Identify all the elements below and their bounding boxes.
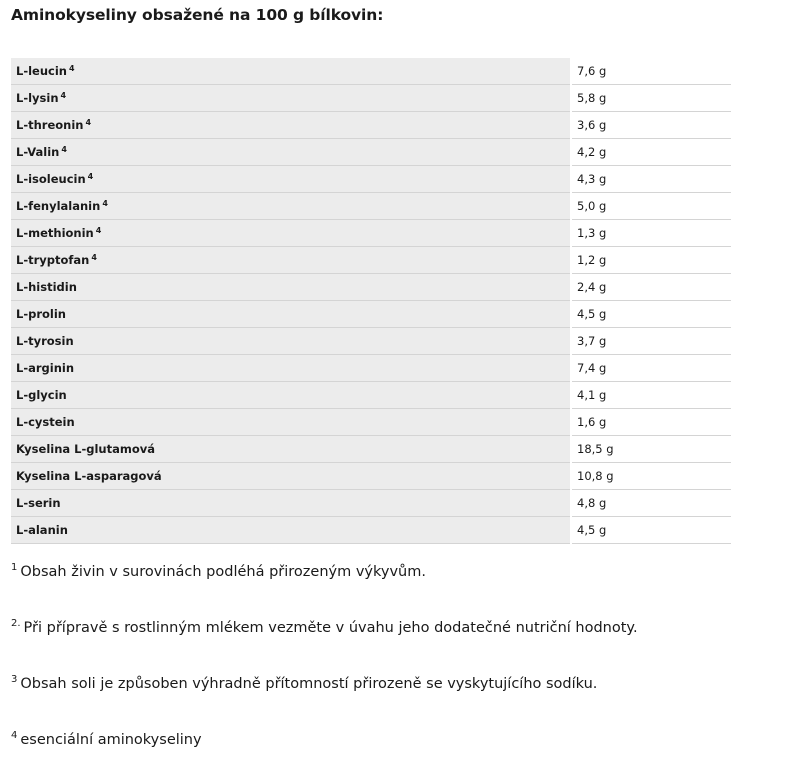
amino-acid-name: L-methionin bbox=[16, 226, 94, 240]
footnote-text: Při přípravě s rostlinným mlékem vezměte v úvahu jeho dodatečné nutriční hodnoty. bbox=[23, 620, 638, 636]
table-row bbox=[11, 409, 731, 436]
footnote-number: 1 bbox=[11, 562, 18, 573]
amino-acid-amount: 1,2 g bbox=[571, 247, 731, 274]
amino-acid-name-cell bbox=[11, 220, 571, 247]
footnote bbox=[11, 728, 638, 784]
amino-acid-amount: 3,6 g bbox=[571, 112, 731, 139]
amino-acid-table bbox=[11, 58, 731, 544]
amino-acid-name: L-lysin bbox=[16, 91, 59, 105]
amino-acid-name: L-arginin bbox=[16, 361, 75, 375]
amino-acid-name: L-alanin bbox=[16, 523, 68, 537]
amino-acid-amount: 4,3 g bbox=[571, 166, 731, 193]
amino-acid-amount: 5,0 g bbox=[571, 193, 731, 220]
footnote-marker: 4 bbox=[60, 91, 67, 100]
table-row bbox=[11, 517, 731, 544]
page-heading: Aminokyseliny obsažené na 100 g bílkovin: bbox=[11, 6, 384, 24]
amino-acid-amount: 5,8 g bbox=[571, 85, 731, 112]
footnote-marker: 4 bbox=[102, 199, 108, 208]
footnote-marker: 4 bbox=[95, 226, 102, 235]
amino-acid-name: L-prolin bbox=[16, 307, 66, 321]
table-row bbox=[11, 139, 731, 166]
footnote bbox=[11, 560, 638, 616]
amino-acid-name-cell bbox=[11, 301, 571, 328]
amino-acid-name-cell bbox=[11, 328, 571, 355]
amino-acid-name: L-tyrosin bbox=[16, 334, 74, 348]
table-row bbox=[11, 382, 731, 409]
amino-acid-name: L-fenylalanin bbox=[16, 199, 101, 213]
footnote-marker: 4 bbox=[68, 64, 75, 73]
amino-acid-name-cell bbox=[11, 436, 571, 463]
amino-acid-name: Kyselina L-glutamová bbox=[16, 442, 156, 456]
amino-acid-name-cell bbox=[11, 193, 571, 220]
footnote-text: esenciální aminokyseliny bbox=[20, 732, 202, 748]
table-row bbox=[11, 301, 731, 328]
amino-acid-name-cell bbox=[11, 409, 571, 436]
amino-acid-name-cell bbox=[11, 112, 571, 139]
table-row bbox=[11, 274, 731, 301]
amino-acid-amount: 1,6 g bbox=[571, 409, 731, 436]
amino-acid-name-cell bbox=[11, 58, 571, 85]
amino-acid-name-cell bbox=[11, 274, 571, 301]
amino-acid-name-cell bbox=[11, 382, 571, 409]
table-row bbox=[11, 85, 731, 112]
footnote-text: Obsah živin v surovinách podléhá přirozeným výkyvům. bbox=[20, 564, 426, 580]
table-row bbox=[11, 58, 731, 85]
footnote-text: Obsah soli je způsoben výhradně přítomností přirozeně se vyskytujícího sodíku. bbox=[20, 676, 598, 692]
amino-acid-table-body bbox=[11, 58, 731, 544]
table-row bbox=[11, 463, 731, 490]
table-row bbox=[11, 247, 731, 274]
amino-acid-name-cell bbox=[11, 490, 571, 517]
amino-acid-name: L-serin bbox=[16, 496, 61, 510]
footnote-number: 3 bbox=[11, 674, 18, 685]
amino-acid-name: Kyselina L-asparagová bbox=[16, 469, 162, 483]
amino-acid-name-cell bbox=[11, 166, 571, 193]
amino-acid-name: L-histidin bbox=[16, 280, 77, 294]
footnote-number: 4 bbox=[11, 730, 18, 741]
footnote-marker: 4 bbox=[91, 253, 97, 262]
amino-acid-name-cell bbox=[11, 139, 571, 166]
amino-acid-name: L-isoleucin bbox=[16, 172, 86, 186]
footnote bbox=[11, 672, 638, 728]
table-row bbox=[11, 355, 731, 382]
amino-acid-amount: 4,5 g bbox=[571, 301, 731, 328]
footnote-marker: 4 bbox=[87, 172, 94, 181]
amino-acid-name-cell bbox=[11, 85, 571, 112]
amino-acid-amount: 1,3 g bbox=[571, 220, 731, 247]
table-row bbox=[11, 328, 731, 355]
table-row bbox=[11, 490, 731, 517]
amino-acid-amount: 4,5 g bbox=[571, 517, 731, 544]
amino-acid-name: L-leucin bbox=[16, 64, 67, 78]
amino-acid-name: L-cystein bbox=[16, 415, 75, 429]
amino-acid-name: L-threonin bbox=[16, 118, 84, 132]
table-row bbox=[11, 220, 731, 247]
amino-acid-amount: 10,8 g bbox=[571, 463, 731, 490]
amino-acid-amount: 7,4 g bbox=[571, 355, 731, 382]
amino-acid-name-cell bbox=[11, 463, 571, 490]
amino-acid-amount: 4,2 g bbox=[571, 139, 731, 166]
amino-acid-amount: 3,7 g bbox=[571, 328, 731, 355]
amino-acid-amount: 18,5 g bbox=[571, 436, 731, 463]
amino-acid-amount: 4,1 g bbox=[571, 382, 731, 409]
amino-acid-name: L-glycin bbox=[16, 388, 67, 402]
amino-acid-name-cell bbox=[11, 355, 571, 382]
footnote-marker: 4 bbox=[61, 145, 67, 154]
amino-acid-name: L-Valin bbox=[16, 145, 60, 159]
amino-acid-name-cell bbox=[11, 517, 571, 544]
footnotes bbox=[11, 560, 638, 784]
table-row bbox=[11, 112, 731, 139]
amino-acid-name-cell bbox=[11, 247, 571, 274]
footnote-marker: 4 bbox=[85, 118, 92, 127]
table-row bbox=[11, 166, 731, 193]
table-row bbox=[11, 193, 731, 220]
amino-acid-amount: 7,6 g bbox=[571, 58, 731, 85]
amino-acid-amount: 4,8 g bbox=[571, 490, 731, 517]
footnote-number: 2. bbox=[11, 618, 21, 629]
footnote bbox=[11, 616, 638, 672]
amino-acid-name: L-tryptofan bbox=[16, 253, 90, 267]
table-row bbox=[11, 436, 731, 463]
amino-acid-amount: 2,4 g bbox=[571, 274, 731, 301]
